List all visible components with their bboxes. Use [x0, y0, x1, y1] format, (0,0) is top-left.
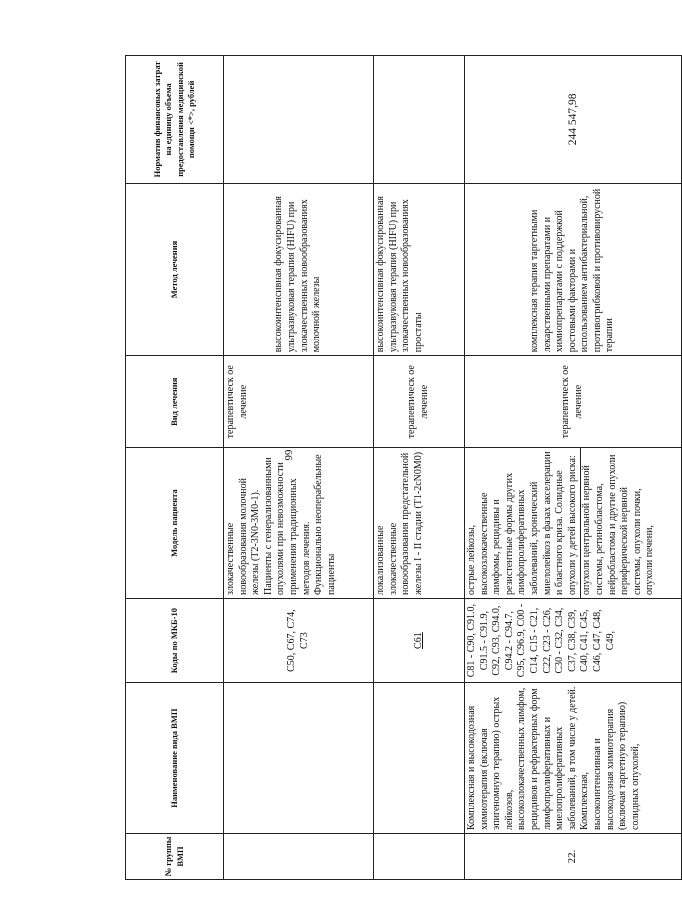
cell-codes: C81 - C90, C91.0, C91.5 - C91.9, C92, C93, C94.0, C94.2 - C94.7, C95, C96.9, C00 - C14, C15 - C21, C22, C23 - C26, C30 - C32, C34, C37, C38, C39, C40, C41, C45, C46, C47, C48, C49,	[465, 598, 682, 682]
cell-method: высокоинтенсивная фокусированная ультразвуковая терапия (HIFU) при злокачественных новообразованиях простаты	[374, 183, 465, 355]
cell-name: Комплексная и высокодозная химиотерапия (включая эпигеномную терапию) острых лейкозов, высокозлокачественных лимфом, рецидивов и рефрактерных форм лимфопролиферативных и миелопролиферативных заболеваний, в том числе у детей. Комплексная, высокоинтенсивная и высокодозная химиотерапия (включая таргетную терапию) солидных опухолей,	[465, 683, 682, 834]
vmp-table	[125, 55, 682, 880]
cell-codes: C61	[374, 598, 465, 682]
page-number: 66	[282, 449, 294, 461]
header-treatment-type: Вид лечения	[126, 356, 224, 448]
cell-model: локализованные злокачественные новообразования предстательной железы I - II стадии (T1-2cN0M0)	[374, 448, 465, 599]
document-page	[40, 0, 656, 905]
header-method: Метод лечения	[126, 183, 224, 355]
model-text: острые лейкозы, высокозлокачественные лимфомы, рецидивы и резистентные формы других лимфопролиферативных заболеваний, хронический миелолейкоз в фазах акселерации и бластного криза. Солидные опухоли у детей высокого риска:	[466, 451, 578, 595]
cell-method: комплексная терапия таргетными лекарственными препаратами и химиопрепаратами с поддержкой ростовыми факторами и использованием антибактериальной, противогрибковой и противовирусной терапии	[465, 183, 682, 355]
table-row	[374, 56, 465, 880]
cell-norm	[224, 56, 374, 184]
cell-codes: C50, C67, C74, C73	[224, 598, 374, 682]
cell-treatment-type: терапевтическ ое лечение	[224, 356, 374, 448]
cell-norm	[374, 56, 465, 184]
cell-model	[465, 448, 682, 599]
cell-treatment-type: терапевтическ ое лечение	[374, 356, 465, 448]
header-norm: Норматив финансовых затрат на единицу объема предоставления медицинской помощи <*>, рублей	[126, 56, 224, 184]
header-number: № группы ВМП	[126, 834, 224, 880]
cell-number: 22.	[465, 834, 682, 880]
header-name: Наименование вида ВМП	[126, 683, 224, 834]
table-header-row	[126, 56, 224, 880]
cell-number	[374, 834, 465, 880]
cell-name	[224, 683, 374, 834]
table-row	[224, 56, 374, 880]
header-model: Модель пациента	[126, 448, 224, 599]
cell-treatment-type: терапевтическ ое лечение	[465, 356, 682, 448]
table-row	[465, 56, 682, 880]
model-text-continued: опухоли центральной нервной системы, ретинобластома, нейробластома и другие опухоли периферической нервной системы, опухоли почки, опухоли печени,	[580, 448, 657, 598]
cell-number	[224, 834, 374, 880]
cell-model: злокачественные новообразования молочной железы (T2-3N0-3M0-1). Пациенты с генерализованными опухолями при невозможности применения традиционных методов лечения. Функционально неоперабельные пациенты	[224, 448, 374, 599]
header-codes: Коды по МКБ-10	[126, 598, 224, 682]
cell-method: высокоинтенсивная фокусированная ультразвуковая терапия (HIFU) при злокачественных новообразованиях молочной железы	[224, 183, 374, 355]
cell-norm: 244 547,98	[465, 56, 682, 184]
rotated-content	[40, 40, 656, 905]
cell-name	[374, 683, 465, 834]
